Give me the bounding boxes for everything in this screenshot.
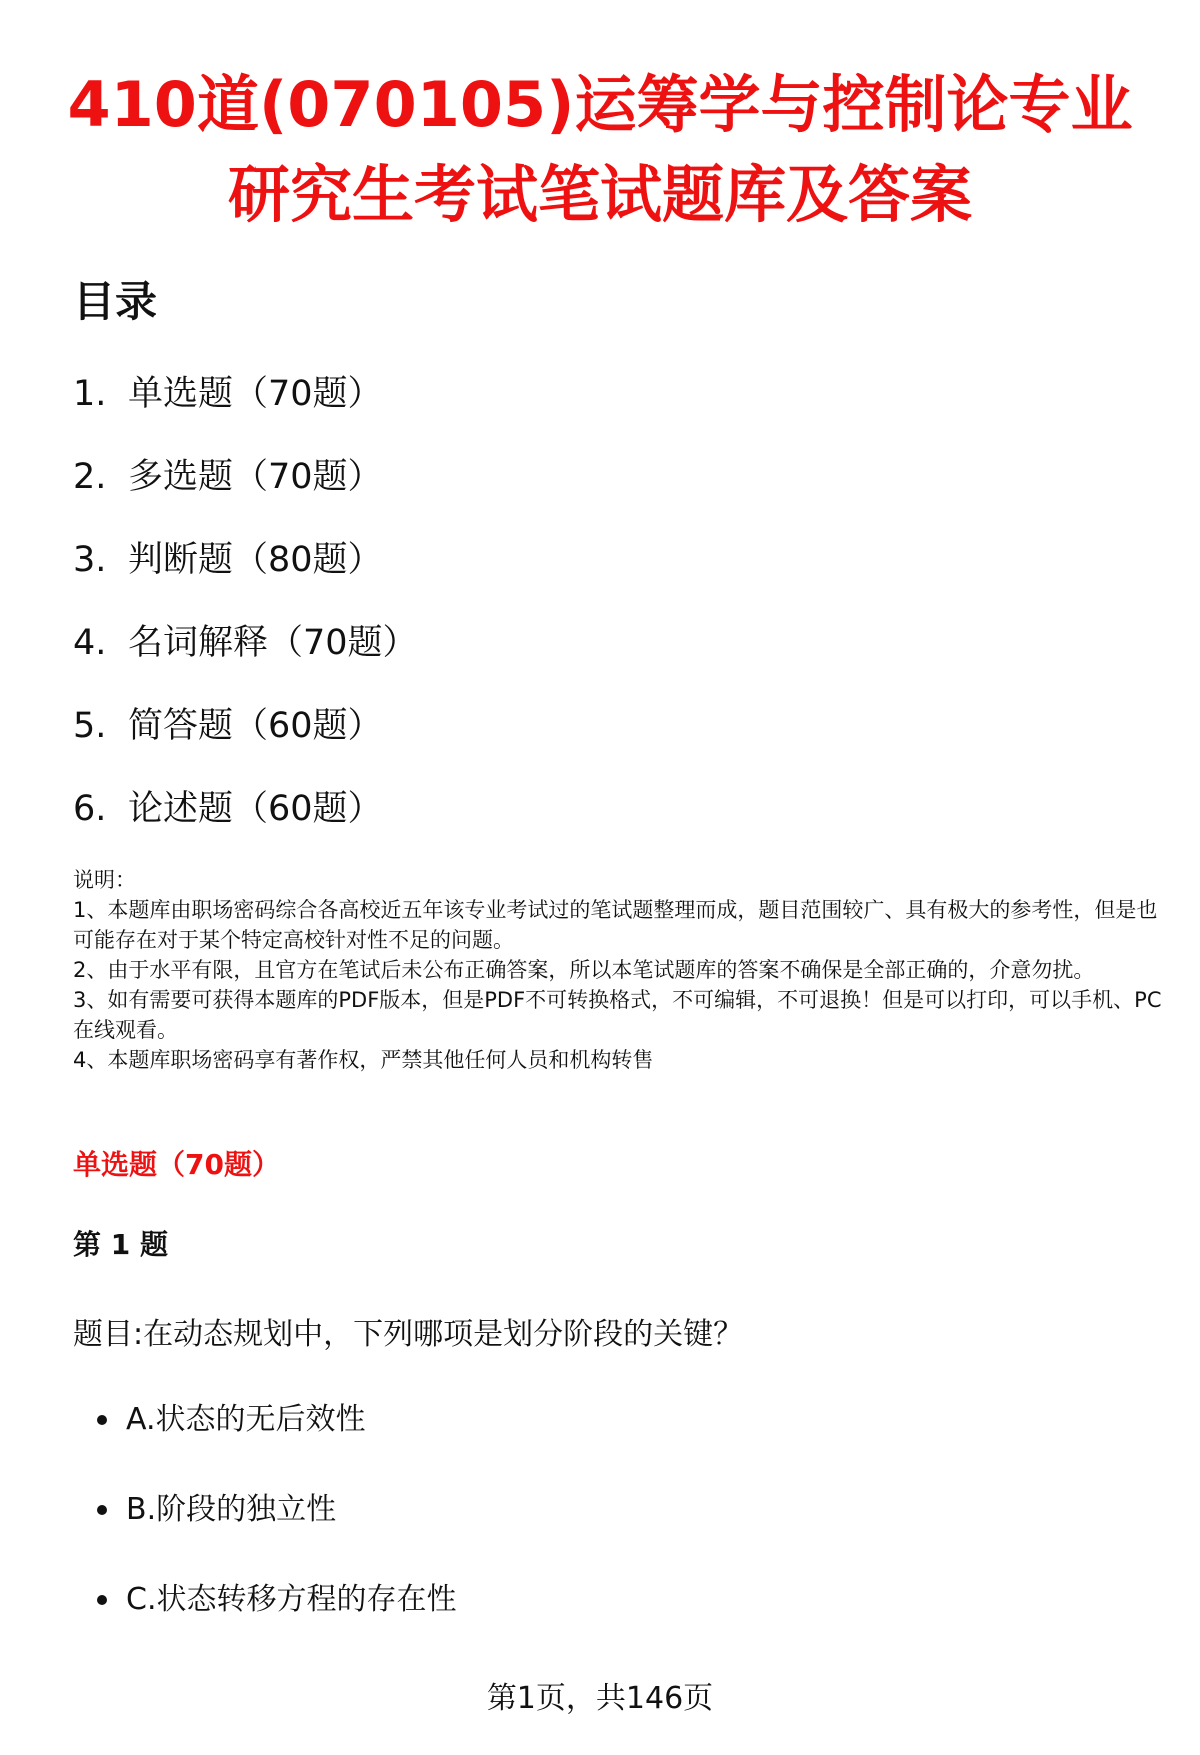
answer-option-text: A.状态的无后效性 xyxy=(126,1402,366,1437)
toc-item xyxy=(73,435,418,518)
note-paragraph: 2、由于水平有限，且官方在笔试后未公布正确答案，所以本笔试题库的答案不确保是全部正确的，介意勿扰。 xyxy=(73,958,1095,982)
toc-item-number: 4. xyxy=(73,622,107,663)
toc-item-number: 2. xyxy=(73,456,107,497)
answer-option xyxy=(97,1578,456,1668)
toc-item-label: 名词解释（70题） xyxy=(128,622,418,663)
note-paragraph: 4、本题库职场密码享有著作权，严禁其他任何人员和机构转售 xyxy=(73,1048,654,1072)
toc-item-label: 论述题（60题） xyxy=(128,788,383,829)
bullet-icon xyxy=(97,1595,107,1605)
answer-option xyxy=(97,1488,456,1578)
table-of-contents xyxy=(73,360,418,858)
toc-item xyxy=(73,352,418,435)
toc-item-label: 单选题（70题） xyxy=(128,373,383,414)
toc-item xyxy=(73,518,418,601)
answer-option-text: C.状态转移方程的存在性 xyxy=(126,1582,457,1617)
toc-item-number: 5. xyxy=(73,705,107,746)
toc-item xyxy=(73,767,418,850)
note-paragraph: 1、本题库由职场密码综合各高校近五年该专业考试过的笔试题整理而成，题目范围较广、具有极大的参考性，但是也可能存在对于某个特定高校针对性不足的问题。 xyxy=(73,898,1158,952)
toc-heading: 目录 xyxy=(73,277,158,326)
note-paragraph: 3、如有需要可获得本题库的PDF版本，但是PDF不可转换格式，不可编辑，不可退换！但是可以打印，可以手机、PC在线观看。 xyxy=(73,988,1162,1042)
toc-item xyxy=(73,601,418,684)
toc-item xyxy=(73,684,418,767)
question-number: 第 1 题 xyxy=(73,1228,168,1261)
page-footer: 第1页，共146页 xyxy=(486,1681,714,1716)
bullet-icon xyxy=(97,1505,107,1515)
answer-options xyxy=(97,1398,456,1668)
instructions-notes xyxy=(73,865,1163,1075)
document-title: 410道(070105)运筹学与控制论专业研究生考试笔试题库及答案 xyxy=(67,68,1133,231)
bullet-icon xyxy=(97,1415,107,1425)
toc-item-number: 3. xyxy=(73,539,107,580)
toc-item-number: 1. xyxy=(73,373,107,414)
answer-option xyxy=(97,1398,456,1488)
answer-option-text: B.阶段的独立性 xyxy=(126,1492,337,1527)
toc-item-number: 6. xyxy=(73,788,107,829)
question-stem: 题目:在动态规划中，下列哪项是划分阶段的关键？ xyxy=(73,1317,744,1352)
notes-heading: 说明： xyxy=(73,868,136,892)
section-title: 单选题（70题） xyxy=(73,1148,280,1181)
toc-item-label: 简答题（60题） xyxy=(128,705,383,746)
toc-item-label: 判断题（80题） xyxy=(128,539,383,580)
toc-item-label: 多选题（70题） xyxy=(128,456,383,497)
